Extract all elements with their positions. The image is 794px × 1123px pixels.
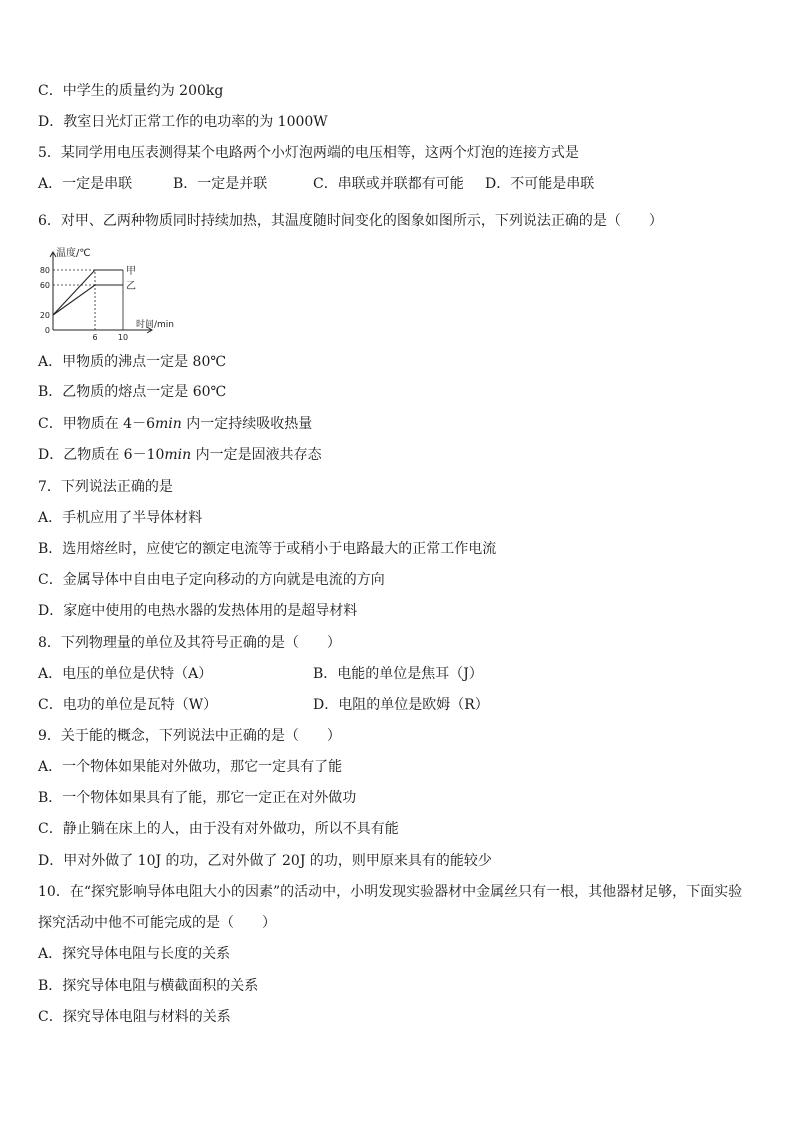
q9-option-b: B．一个物体如果具有了能，那它一定正在对外做功 — [38, 790, 357, 806]
x-tick-label: 6 — [92, 333, 98, 342]
q7-option-d: D．家庭中使用的电热水器的发热体用的是超导材料 — [38, 603, 358, 619]
question-5: 5．某同学用电压表测得某个电路两个小灯泡两端的电压相等，这两个灯泡的连接方式是 — [38, 145, 579, 161]
q9-option-d: D．甲对外做了 10J 的功，乙对外做了 20J 的功，则甲原来具有的能较少 — [38, 853, 492, 869]
question-10-line-2: 探究活动中他不可能完成的是（ ） — [38, 915, 276, 931]
x-axis-label: 时间/min — [136, 320, 175, 330]
question-10-line-1: 10．在“探究影响导体电阻大小的因素”的活动中，小明发现实验器材中金属丝只有一根，其他器材足够，下面实验 — [38, 884, 743, 900]
q5-option-a: A．一定是串联 — [38, 176, 133, 192]
series-label-2: 乙 — [126, 281, 136, 292]
q6-option-c-suffix: 内一定持续吸收热量 — [181, 416, 313, 432]
q5-option-b: B．一定是并联 — [173, 176, 268, 192]
q6-option-d-prefix: D．乙物质在 6－10 — [38, 447, 165, 463]
series-label-1: 甲 — [126, 266, 136, 277]
y-tick-label: 20 — [39, 311, 50, 320]
q6-option-d — [38, 445, 322, 465]
q10-option-b: B．探究导体电阻与横截面积的关系 — [38, 978, 259, 994]
series-line-1 — [53, 270, 123, 315]
q6-option-d-unit: min — [164, 447, 192, 463]
y-tick-label: 0 — [44, 326, 50, 335]
q6-option-c — [38, 414, 312, 434]
y-axis-label: 温度/℃ — [56, 248, 91, 259]
temperature-time-chart — [32, 244, 192, 344]
y-tick-label: 60 — [39, 281, 50, 290]
question-7: 7．下列说法正确的是 — [38, 479, 173, 495]
q8-option-d: D．电阻的单位是欧姆（R） — [313, 697, 489, 713]
x-tick-label: 10 — [117, 333, 129, 342]
chart-series — [53, 265, 136, 315]
q5-option-d: D．不可能是串联 — [485, 176, 595, 192]
question-9: 9．关于能的概念，下列说法中正确的是（ ） — [38, 728, 341, 744]
q6-option-b: B．乙物质的熔点一定是 60℃ — [38, 384, 227, 400]
y-tick-label: 80 — [39, 266, 50, 275]
q10-option-a: A．探究导体电阻与长度的关系 — [38, 946, 231, 962]
q10-option-c: C．探究导体电阻与材料的关系 — [38, 1009, 231, 1025]
q6-option-c-unit: min — [154, 416, 182, 432]
series-line-2 — [53, 285, 123, 315]
q8-option-b: B．电能的单位是焦耳（J） — [313, 666, 483, 682]
q7-option-b: B．选用熔丝时，应使它的额定电流等于或稍小于电路最大的正常工作电流 — [38, 541, 497, 557]
q7-option-c: C．金属导体中自由电子定向移动的方向就是电流的方向 — [38, 572, 385, 588]
question-8: 8．下列物理量的单位及其符号正确的是（ ） — [38, 635, 341, 651]
q6-option-a: A．甲物质的沸点一定是 80℃ — [38, 354, 227, 370]
q7-option-a: A．手机应用了半导体材料 — [38, 510, 203, 526]
q5-option-c: C．串联或并联都有可能 — [313, 176, 464, 192]
q9-option-c: C．静止躺在床上的人，由于没有对外做功，所以不具有能 — [38, 821, 399, 837]
q6-option-d-suffix: 内一定是固液共存态 — [191, 447, 322, 463]
question-6: 6．对甲、乙两种物质同时持续加热，其温度随时间变化的图象如图所示，下列说法正确的是（ ） — [38, 213, 663, 229]
q8-option-c: C．电功的单位是瓦特（W） — [38, 697, 218, 713]
q4-option-c: C．中学生的质量约为 200kg — [38, 83, 224, 99]
q4-option-d: D．教室日光灯正常工作的电功率的为 1000W — [38, 114, 328, 130]
q6-option-c-prefix: C．甲物质在 4－6 — [38, 416, 155, 432]
q8-option-a: A．电压的单位是伏特（A） — [38, 666, 213, 682]
q9-option-a: A．一个物体如果能对外做功，那它一定具有了能 — [38, 759, 343, 775]
